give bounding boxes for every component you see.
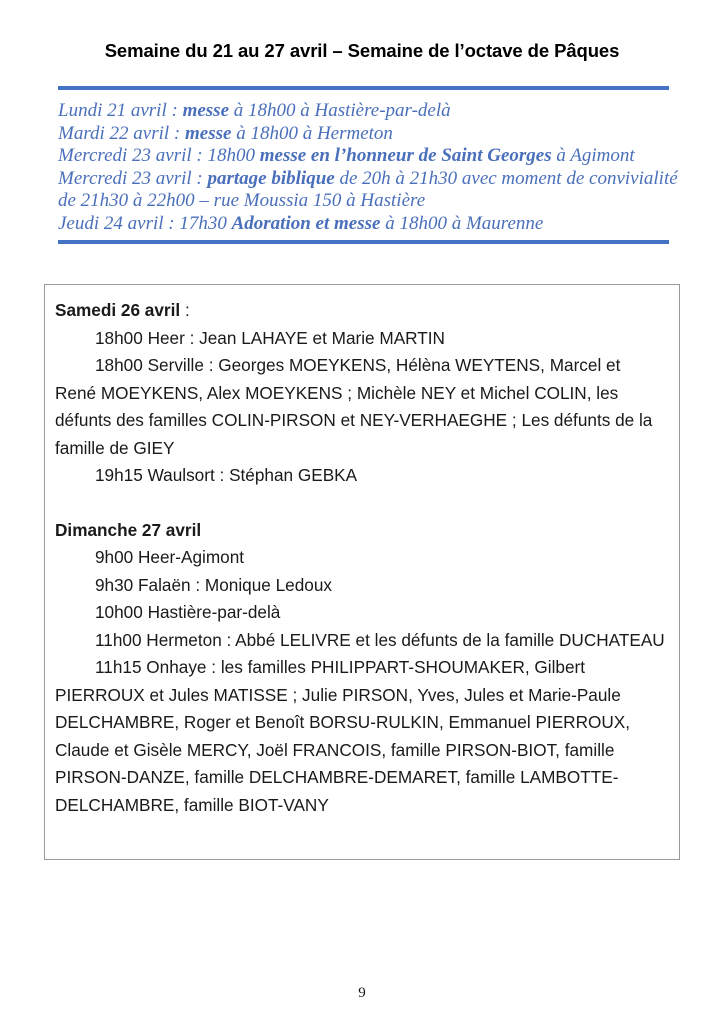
line-4-prefix: Mercredi 23 avril :	[58, 167, 208, 189]
section-spacer	[55, 490, 665, 517]
sunday-heading	[55, 517, 665, 545]
line-3-emphasis: messe en l’honneur de Saint Georges	[259, 145, 552, 167]
saturday-heading	[55, 297, 665, 325]
line-5-emphasis: Adoration et messe	[231, 212, 381, 234]
weekday-schedule-line-4	[58, 168, 678, 213]
line-1-suffix: à 18h00 à Hastière-par-delà	[229, 100, 451, 121]
saturday-entry-3: 19h15 Waulsort : Stéphan GEBKA	[95, 465, 358, 485]
weekend-mass-box	[44, 284, 680, 860]
divider-top	[58, 86, 669, 90]
line-5-prefix: Jeudi 24 avril : 17h30	[58, 212, 232, 234]
weekday-schedule-line-5	[58, 213, 678, 236]
line-4-emphasis: partage biblique	[207, 167, 335, 189]
sunday-entry-5: 11h15 Onhaye : les familles PHILIPPART-SHOUMAKER, Gilbert PIERROUX et Jules MATISSE ; Julie PIRSON, Yves, Jules et Marie-Paule DELCHAMBRE, Roger et Benoît BORSU-RULKIN, Emmanuel PIERROUX, Claude et Gisèle MERCY, Joël FRANCOIS, famille PIRSON-BIOT, famille PIRSON-DANZE, famille DELCHAMBRE-DEMARET, famille LAMBOTTE-DELCHAMBRE, famille BIOT-VANY	[55, 657, 631, 815]
weekday-schedule-line-1	[58, 100, 678, 123]
saturday-entry-1: 18h00 Heer : Jean LAHAYE et Marie MARTIN	[95, 327, 445, 348]
line-2-emphasis: messe	[185, 122, 232, 144]
sunday-entry-3: 10h00 Hastière-par-delà	[95, 602, 281, 622]
page-number: 9	[358, 985, 366, 1001]
line-1-emphasis: messe	[182, 100, 229, 121]
line-2-suffix: à 18h00 à Hermeton	[231, 122, 393, 144]
weekday-schedule-list	[58, 100, 678, 236]
sunday-heading-label: Dimanche 27 avril	[55, 519, 202, 540]
sunday-entry-2: 9h30 Falaën : Monique Ledoux	[95, 574, 332, 595]
saturday-heading-label: Samedi 26 avril	[55, 300, 181, 320]
divider-bottom	[58, 240, 669, 244]
weekday-schedule-line-2	[58, 123, 678, 146]
line-2-prefix: Mardi 22 avril :	[58, 122, 186, 144]
line-4-suffix: de 20h à 21h30 avec moment de convivialité de 21h30 à 22h00 – rue Moussia 150 à Hastière	[58, 167, 678, 212]
weekday-schedule-line-3	[58, 145, 678, 168]
sunday-entry-1: 9h00 Heer-Agimont	[95, 547, 245, 567]
line-3-prefix: Mercredi 23 avril : 18h00	[58, 145, 260, 167]
saturday-entry-2: 18h00 Serville : Georges MOEYKENS, Hélèna WEYTENS, Marcel et René MOEYKENS, Alex MOEYKENS ; Michèle NEY et Michel COLIN, les défunts des familles COLIN-PIRSON et NEY-VERHAEGHE ; Les défunts de la famille de GIEY	[55, 355, 653, 458]
page-title: Semaine du 21 au 27 avril – Semaine de l’octave de Pâques	[104, 40, 620, 62]
line-3-suffix: à Agimont	[551, 145, 635, 167]
sunday-entry-4: 11h00 Hermeton : Abbé LELIVRE et les défunts de la famille DUCHATEAU	[95, 629, 665, 650]
saturday-heading-colon: :	[180, 300, 190, 320]
line-1-prefix: Lundi 21 avril :	[58, 100, 183, 121]
line-5-suffix: à 18h00 à Maurenne	[380, 212, 544, 234]
